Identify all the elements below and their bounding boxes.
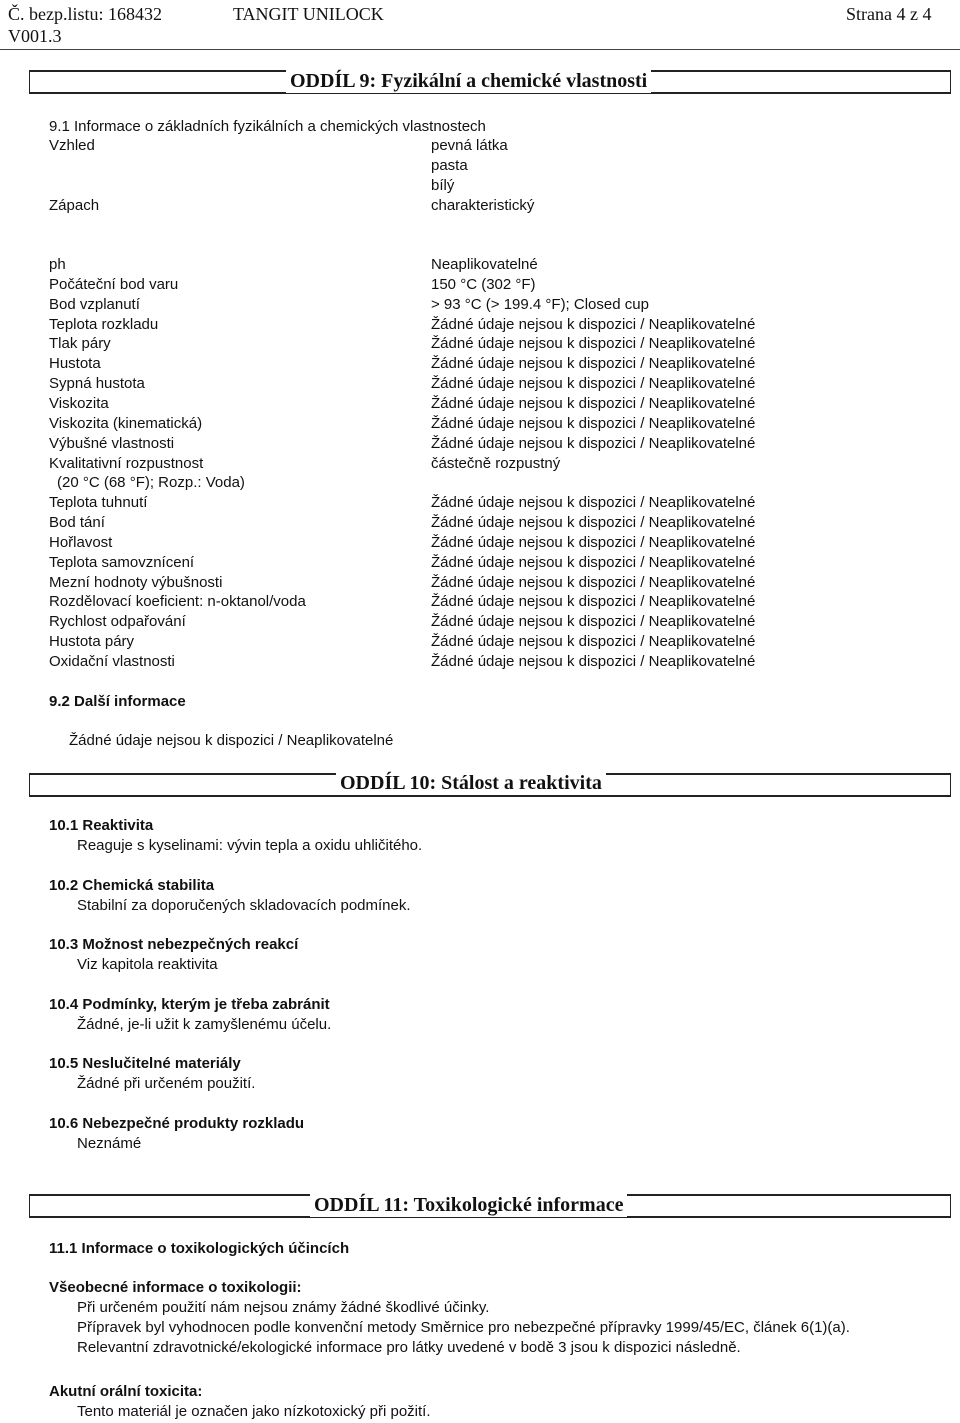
property-label: Výbušné vlastnosti [49,435,175,452]
property-value: Žádné údaje nejsou k dispozici / Neaplikovatelné [431,554,756,571]
property-label: Oxidační vlastnosti [49,653,175,670]
subsection-heading: 10.6 Nebezpečné produkty rozkladu [49,1115,305,1132]
property-value: Žádné údaje nejsou k dispozici / Neaplikovatelné [431,395,756,412]
header-divider [0,49,960,50]
odor-label: Zápach [49,197,100,214]
property-value: Žádné údaje nejsou k dispozici / Neaplikovatelné [431,375,756,392]
property-value: Žádné údaje nejsou k dispozici / Neaplikovatelné [431,514,756,531]
oral-toxicity-heading: Akutní orální toxicita: [49,1383,203,1400]
property-label: Rozdělovací koeficient: n-oktanol/voda [49,593,306,610]
property-label: Teplota samovznícení [49,554,195,571]
general-toxicology-line-2: Přípravek byl vyhodnocen podle konvenční metody Směrnice pro nebezpečné přípravky 1999/45/EC, článek 6(1)(a). [77,1319,850,1336]
subsection-heading: 10.4 Podmínky, kterým je třeba zabránit [49,996,330,1013]
page-indicator: Strana 4 z 4 [846,4,932,24]
subsection-heading: 10.5 Neslučitelné materiály [49,1055,241,1072]
section-10-title: ODDÍL 10: Stálost a reaktivita [336,772,606,795]
property-label: Bod vzplanutí [49,296,140,313]
appearance-value-2: pasta [431,157,468,174]
property-label: Rychlost odpařování [49,613,186,630]
subsection-11-1-heading: 11.1 Informace o toxikologických účincích [49,1240,350,1257]
property-value: Žádné údaje nejsou k dispozici / Neaplikovatelné [431,593,756,610]
subsection-text: Žádné, je-li užit k zamyšlenému účelu. [77,1016,332,1033]
product-name: TANGIT UNILOCK [233,4,384,24]
subsection-heading: 10.2 Chemická stabilita [49,877,215,894]
property-value: částečně rozpustný [431,455,561,472]
property-label: Tlak páry [49,335,111,352]
subsection-heading: 10.1 Reaktivita [49,817,154,834]
subsection-text: Žádné při určeném použití. [77,1075,256,1092]
property-label: Mezní hodnoty výbušnosti [49,574,223,591]
property-label: Počáteční bod varu [49,276,179,293]
property-value: Žádné údaje nejsou k dispozici / Neaplikovatelné [431,633,756,650]
sheet-number: Č. bezp.listu: 168432 [8,4,162,24]
property-value: Žádné údaje nejsou k dispozici / Neaplikovatelné [431,435,756,452]
property-value: 150 °C (302 °F) [431,276,536,293]
property-label: ph [49,256,66,273]
property-value: Neaplikovatelné [431,256,538,273]
subsection-9-2-heading: 9.2 Další informace [49,693,186,710]
appearance-value-1: pevná látka [431,137,508,154]
general-toxicology-line-1: Při určeném použití nám nejsou známy žádné škodlivé účinky. [77,1299,490,1316]
property-value: Žádné údaje nejsou k dispozici / Neaplikovatelné [431,534,756,551]
subsection-text: Viz kapitola reaktivita [77,956,218,973]
property-value: Žádné údaje nejsou k dispozici / Neaplikovatelné [431,316,756,333]
subsection-heading: 10.3 Možnost nebezpečných reakcí [49,936,299,953]
property-label: Hořlavost [49,534,113,551]
property-label: Sypná hustota [49,375,145,392]
property-value: Žádné údaje nejsou k dispozici / Neaplikovatelné [431,613,756,630]
property-value: Žádné údaje nejsou k dispozici / Neaplikovatelné [431,494,756,511]
property-value: Žádné údaje nejsou k dispozici / Neaplikovatelné [431,653,756,670]
section-9-title: ODDÍL 9: Fyzikální a chemické vlastnosti [286,70,651,93]
odor-value: charakteristický [431,197,535,214]
property-label: Viskozita (kinematická) [49,415,203,432]
property-label: Viskozita [49,395,109,412]
property-value: > 93 °C (> 199.4 °F); Closed cup [431,296,649,313]
property-label: Teplota tuhnutí [49,494,148,511]
property-label: Hustota [49,355,101,372]
property-label: Kvalitativní rozpustnost [49,455,204,472]
appearance-label: Vzhled [49,137,95,154]
property-label: (20 °C (68 °F); Rozp.: Voda) [57,474,245,491]
subsection-text: Neznámé [77,1135,142,1152]
subsection-9-2-text: Žádné údaje nejsou k dispozici / Neaplikovatelné [69,732,394,749]
subsection-text: Stabilní za doporučených skladovacích podmínek. [77,897,411,914]
property-value: Žádné údaje nejsou k dispozici / Neaplikovatelné [431,335,756,352]
property-value: Žádné údaje nejsou k dispozici / Neaplikovatelné [431,574,756,591]
property-label: Hustota páry [49,633,135,650]
general-toxicology-line-3: Relevantní zdravotnické/ekologické informace pro látky uvedené v bodě 3 jsou k dispozici následně. [77,1339,741,1356]
version-number: V001.3 [8,26,62,46]
oral-toxicity-text: Tento materiál je označen jako nízkotoxický při požití. [77,1403,431,1420]
appearance-value-3: bílý [431,177,455,194]
section-11-title: ODDÍL 11: Toxikologické informace [310,1194,627,1217]
property-label: Teplota rozkladu [49,316,159,333]
subsection-9-1-heading: 9.1 Informace o základních fyzikálních a chemických vlastnostech [49,118,486,135]
property-label: Bod tání [49,514,105,531]
property-value: Žádné údaje nejsou k dispozici / Neaplikovatelné [431,415,756,432]
property-value: Žádné údaje nejsou k dispozici / Neaplikovatelné [431,355,756,372]
general-toxicology-heading: Všeobecné informace o toxikologii: [49,1279,302,1296]
subsection-text: Reaguje s kyselinami: vývin tepla a oxidu uhličitého. [77,837,423,854]
